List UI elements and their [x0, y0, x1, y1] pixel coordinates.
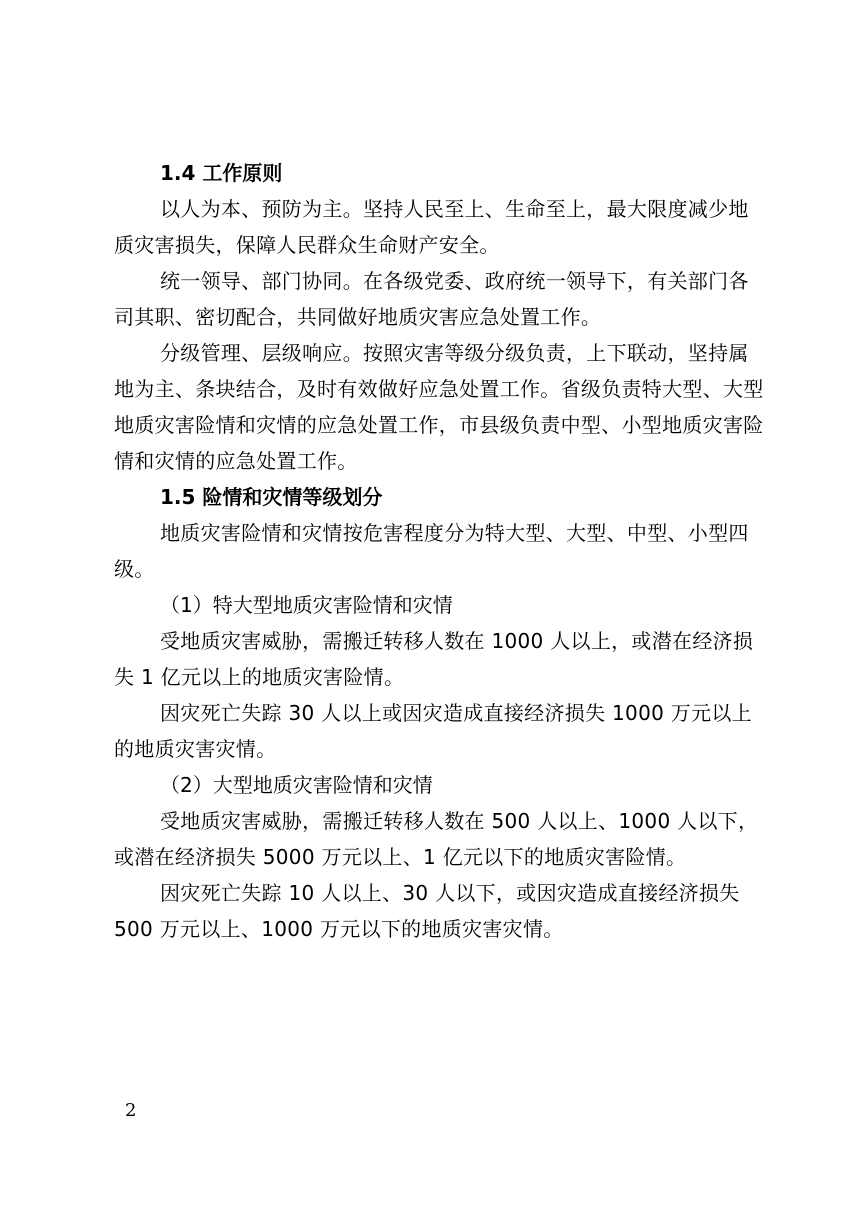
paragraph-large-disaster: 因灾死亡失踪 10 人以上、30 人以下，或因灾造成直接经济损失 500 万元以上、1000 万元以下的地质灾害灾情。: [114, 881, 740, 941]
paragraph-extra-large-risk: 受地质灾害威胁，需搬迁转移人数在 1000 人以上，或潜在经济损失 1 亿元以上的地质灾害险情。: [114, 629, 754, 689]
paragraph-principle-graded: 分级管理、层级响应。按照灾害等级分级负责，上下联动，坚持属地为主、条块结合，及时有效做好应急处置工作。省级负责特大型、大型地质灾害险情和灾情的应急处置工作，市县级负责中型、小型地质灾害险情和灾情的应急处置工作。: [114, 341, 764, 473]
page-number: 2: [125, 1100, 137, 1121]
paragraph-principle-people: 以人为本、预防为主。坚持人民至上、生命至上，最大限度减少地质灾害损失，保障人民群众生命财产安全。: [114, 197, 749, 257]
paragraph-extra-large-disaster: 因灾死亡失踪 30 人以上或因灾造成直接经济损失 1000 万元以上的地质灾害灾情。: [114, 701, 752, 761]
section-heading-1-4: 1.4 工作原则: [160, 161, 283, 185]
subheading-extra-large: （1）特大型地质灾害险情和灾情: [160, 593, 453, 617]
document-body: [114, 155, 766, 947]
section-heading-1-5: 1.5 险情和灾情等级划分: [160, 485, 383, 509]
paragraph-principle-unified: 统一领导、部门协同。在各级党委、政府统一领导下，有关部门各司其职、密切配合，共同做好地质灾害应急处置工作。: [114, 269, 749, 329]
paragraph-large-risk: 受地质灾害威胁，需搬迁转移人数在 500 人以上、1000 人以下，或潜在经济损失 5000 万元以上、1 亿元以下的地质灾害险情。: [114, 809, 759, 869]
paragraph-level-intro: 地质灾害险情和灾情按危害程度分为特大型、大型、中型、小型四级。: [114, 521, 749, 581]
subheading-large: （2）大型地质灾害险情和灾情: [160, 773, 433, 797]
